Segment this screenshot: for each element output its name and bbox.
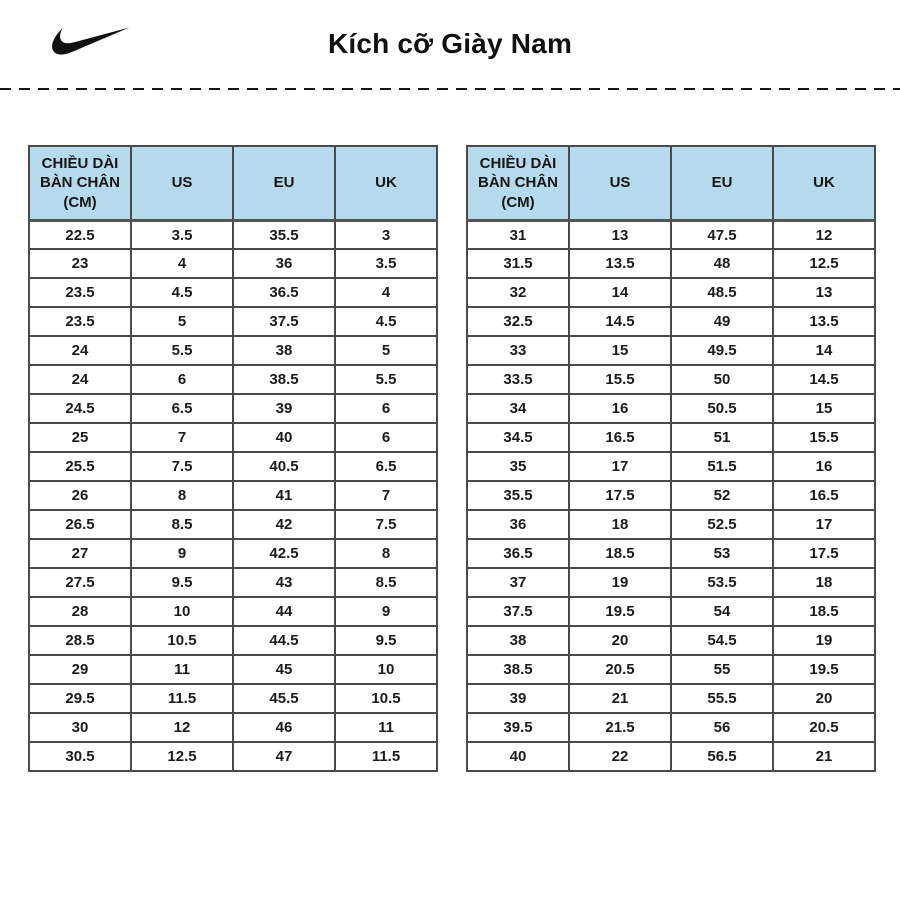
- table-cell: 50.5: [671, 394, 773, 423]
- table-cell: 32: [467, 278, 569, 307]
- table-cell: 21: [773, 742, 875, 771]
- table-cell: 34: [467, 394, 569, 423]
- column-header: US: [569, 146, 671, 220]
- table-row: [29, 220, 437, 249]
- table-row: [29, 481, 437, 510]
- table-cell: 16.5: [569, 423, 671, 452]
- table-cell: 15.5: [569, 365, 671, 394]
- table-cell: 41: [233, 481, 335, 510]
- page-title: Kích cỡ Giày Nam: [327, 28, 573, 59]
- table-cell: 44.5: [233, 626, 335, 655]
- table-cell: 7.5: [335, 510, 437, 539]
- table-cell: 38.5: [467, 655, 569, 684]
- table-cell: 17.5: [773, 539, 875, 568]
- table-cell: 54: [671, 597, 773, 626]
- table-cell: 30.5: [29, 742, 131, 771]
- table-cell: 40.5: [233, 452, 335, 481]
- table-cell: 39: [467, 684, 569, 713]
- table-cell: 12.5: [131, 742, 233, 771]
- table-cell: 25: [29, 423, 131, 452]
- table-cell: 35.5: [233, 220, 335, 249]
- table-cell: 36: [233, 249, 335, 278]
- table-cell: 29: [29, 655, 131, 684]
- table-cell: 16: [569, 394, 671, 423]
- table-cell: 47.5: [671, 220, 773, 249]
- table-cell: 9: [131, 539, 233, 568]
- table-row: [29, 278, 437, 307]
- table-cell: 40: [467, 742, 569, 771]
- table-cell: 37: [467, 568, 569, 597]
- table-cell: 26.5: [29, 510, 131, 539]
- table-row: [467, 655, 875, 684]
- table-cell: 55: [671, 655, 773, 684]
- table-cell: 53: [671, 539, 773, 568]
- table-cell: 5.5: [131, 336, 233, 365]
- table-cell: 12.5: [773, 249, 875, 278]
- table-row: [467, 742, 875, 771]
- table-cell: 13.5: [569, 249, 671, 278]
- table-cell: 56: [671, 713, 773, 742]
- table-cell: 6: [335, 394, 437, 423]
- table-row: [29, 626, 437, 655]
- column-header: EU: [671, 146, 773, 220]
- table-row: [29, 742, 437, 771]
- table-cell: 27.5: [29, 568, 131, 597]
- table-row: [467, 597, 875, 626]
- table-cell: 20: [773, 684, 875, 713]
- table-cell: 43: [233, 568, 335, 597]
- table-cell: 48.5: [671, 278, 773, 307]
- table-cell: 18.5: [569, 539, 671, 568]
- table-cell: 9.5: [335, 626, 437, 655]
- table-cell: 10: [131, 597, 233, 626]
- table-cell: 36.5: [467, 539, 569, 568]
- table-row: [29, 713, 437, 742]
- table-cell: 20.5: [773, 713, 875, 742]
- table-cell: 56.5: [671, 742, 773, 771]
- table-row: [29, 510, 437, 539]
- table-cell: 14.5: [569, 307, 671, 336]
- table-row: [467, 336, 875, 365]
- table-cell: 7: [131, 423, 233, 452]
- table-cell: 31.5: [467, 249, 569, 278]
- table-cell: 51.5: [671, 452, 773, 481]
- table-cell: 4.5: [131, 278, 233, 307]
- table-cell: 40: [233, 423, 335, 452]
- table-cell: 34.5: [467, 423, 569, 452]
- table-cell: 49: [671, 307, 773, 336]
- column-header: UK: [335, 146, 437, 220]
- table-cell: 17.5: [569, 481, 671, 510]
- table-row: [29, 249, 437, 278]
- table-cell: 11.5: [131, 684, 233, 713]
- table-cell: 22: [569, 742, 671, 771]
- table-row: [467, 713, 875, 742]
- table-row: [467, 568, 875, 597]
- table-cell: 7: [335, 481, 437, 510]
- header: [0, 0, 900, 88]
- table-cell: 20: [569, 626, 671, 655]
- table-cell: 3.5: [335, 249, 437, 278]
- table-cell: 14: [773, 336, 875, 365]
- table-row: [29, 568, 437, 597]
- table-row: [467, 307, 875, 336]
- table-cell: 25.5: [29, 452, 131, 481]
- table-cell: 24: [29, 365, 131, 394]
- table-row: [467, 510, 875, 539]
- table-cell: 47: [233, 742, 335, 771]
- table-cell: 14: [569, 278, 671, 307]
- table-row: [29, 307, 437, 336]
- table-cell: 49.5: [671, 336, 773, 365]
- table-cell: 6: [131, 365, 233, 394]
- table-cell: 13.5: [773, 307, 875, 336]
- table-cell: 46: [233, 713, 335, 742]
- table-cell: 39.5: [467, 713, 569, 742]
- header-row: [467, 146, 875, 220]
- table-cell: 22.5: [29, 220, 131, 249]
- table-cell: 5.5: [335, 365, 437, 394]
- table-cell: 8: [131, 481, 233, 510]
- table-row: [29, 655, 437, 684]
- table-cell: 28: [29, 597, 131, 626]
- table-cell: 19: [773, 626, 875, 655]
- size-table-right: [466, 145, 876, 772]
- table-row: [29, 423, 437, 452]
- table-cell: 24.5: [29, 394, 131, 423]
- table-cell: 28.5: [29, 626, 131, 655]
- table-cell: 8.5: [131, 510, 233, 539]
- table-cell: 19.5: [773, 655, 875, 684]
- table-cell: 18: [773, 568, 875, 597]
- table-row: [467, 452, 875, 481]
- table-row: [467, 684, 875, 713]
- table-cell: 36.5: [233, 278, 335, 307]
- table-cell: 15: [569, 336, 671, 365]
- table-cell: 45.5: [233, 684, 335, 713]
- table-row: [467, 365, 875, 394]
- table-row: [467, 423, 875, 452]
- size-tables-container: [0, 90, 900, 772]
- table-cell: 4: [131, 249, 233, 278]
- table-cell: 23.5: [29, 307, 131, 336]
- table-cell: 15.5: [773, 423, 875, 452]
- table-cell: 5: [335, 336, 437, 365]
- table-cell: 13: [773, 278, 875, 307]
- table-cell: 35.5: [467, 481, 569, 510]
- table-row: [467, 481, 875, 510]
- table-cell: 31: [467, 220, 569, 249]
- table-cell: 4.5: [335, 307, 437, 336]
- table-cell: 12: [773, 220, 875, 249]
- table-cell: 11: [131, 655, 233, 684]
- table-cell: 37.5: [467, 597, 569, 626]
- table-cell: 50: [671, 365, 773, 394]
- table-cell: 52: [671, 481, 773, 510]
- table-cell: 30: [29, 713, 131, 742]
- table-cell: 3: [335, 220, 437, 249]
- table-cell: 51: [671, 423, 773, 452]
- table-cell: 53.5: [671, 568, 773, 597]
- table-cell: 16: [773, 452, 875, 481]
- table-row: [467, 249, 875, 278]
- table-cell: 5: [131, 307, 233, 336]
- table-cell: 19.5: [569, 597, 671, 626]
- table-row: [467, 539, 875, 568]
- table-cell: 55.5: [671, 684, 773, 713]
- column-header: US: [131, 146, 233, 220]
- table-cell: 14.5: [773, 365, 875, 394]
- table-cell: 21: [569, 684, 671, 713]
- table-row: [29, 365, 437, 394]
- table-row: [29, 539, 437, 568]
- column-header: UK: [773, 146, 875, 220]
- table-cell: 7.5: [131, 452, 233, 481]
- table-cell: 42.5: [233, 539, 335, 568]
- table-row: [29, 452, 437, 481]
- table-cell: 16.5: [773, 481, 875, 510]
- table-cell: 12: [131, 713, 233, 742]
- table-cell: 3.5: [131, 220, 233, 249]
- table-cell: 52.5: [671, 510, 773, 539]
- table-cell: 13: [569, 220, 671, 249]
- table-cell: 29.5: [29, 684, 131, 713]
- table-cell: 23: [29, 249, 131, 278]
- table-cell: 48: [671, 249, 773, 278]
- table-cell: 35: [467, 452, 569, 481]
- table-cell: 10.5: [335, 684, 437, 713]
- table-cell: 4: [335, 278, 437, 307]
- header-row: [29, 146, 437, 220]
- table-cell: 38: [233, 336, 335, 365]
- table-row: [467, 220, 875, 249]
- table-cell: 17: [569, 452, 671, 481]
- table-cell: 8: [335, 539, 437, 568]
- table-cell: 18: [569, 510, 671, 539]
- table-cell: 20.5: [569, 655, 671, 684]
- table-row: [29, 394, 437, 423]
- table-cell: 9.5: [131, 568, 233, 597]
- table-cell: 11: [335, 713, 437, 742]
- table-cell: 10: [335, 655, 437, 684]
- table-cell: 8.5: [335, 568, 437, 597]
- table-cell: 39: [233, 394, 335, 423]
- table-cell: 38.5: [233, 365, 335, 394]
- table-cell: 42: [233, 510, 335, 539]
- table-cell: 23.5: [29, 278, 131, 307]
- table-cell: 21.5: [569, 713, 671, 742]
- size-table-left: [28, 145, 438, 772]
- nike-swoosh-icon: [52, 22, 130, 60]
- table-cell: 36: [467, 510, 569, 539]
- table-cell: 24: [29, 336, 131, 365]
- table-row: [467, 394, 875, 423]
- table-cell: 44: [233, 597, 335, 626]
- table-cell: 26: [29, 481, 131, 510]
- column-header: CHIỀU DÀI BÀN CHÂN (CM): [467, 146, 569, 220]
- column-header: CHIỀU DÀI BÀN CHÂN (CM): [29, 146, 131, 220]
- table-cell: 9: [335, 597, 437, 626]
- column-header: EU: [233, 146, 335, 220]
- table-cell: 38: [467, 626, 569, 655]
- table-row: [29, 336, 437, 365]
- table-row: [467, 278, 875, 307]
- table-cell: 45: [233, 655, 335, 684]
- table-cell: 27: [29, 539, 131, 568]
- table-cell: 15: [773, 394, 875, 423]
- table-cell: 32.5: [467, 307, 569, 336]
- table-cell: 11.5: [335, 742, 437, 771]
- table-cell: 19: [569, 568, 671, 597]
- table-cell: 6.5: [131, 394, 233, 423]
- table-cell: 17: [773, 510, 875, 539]
- table-cell: 33: [467, 336, 569, 365]
- table-row: [467, 626, 875, 655]
- table-cell: 33.5: [467, 365, 569, 394]
- table-cell: 54.5: [671, 626, 773, 655]
- table-cell: 18.5: [773, 597, 875, 626]
- table-cell: 6.5: [335, 452, 437, 481]
- table-row: [29, 597, 437, 626]
- table-cell: 10.5: [131, 626, 233, 655]
- table-row: [29, 684, 437, 713]
- table-cell: 37.5: [233, 307, 335, 336]
- table-cell: 6: [335, 423, 437, 452]
